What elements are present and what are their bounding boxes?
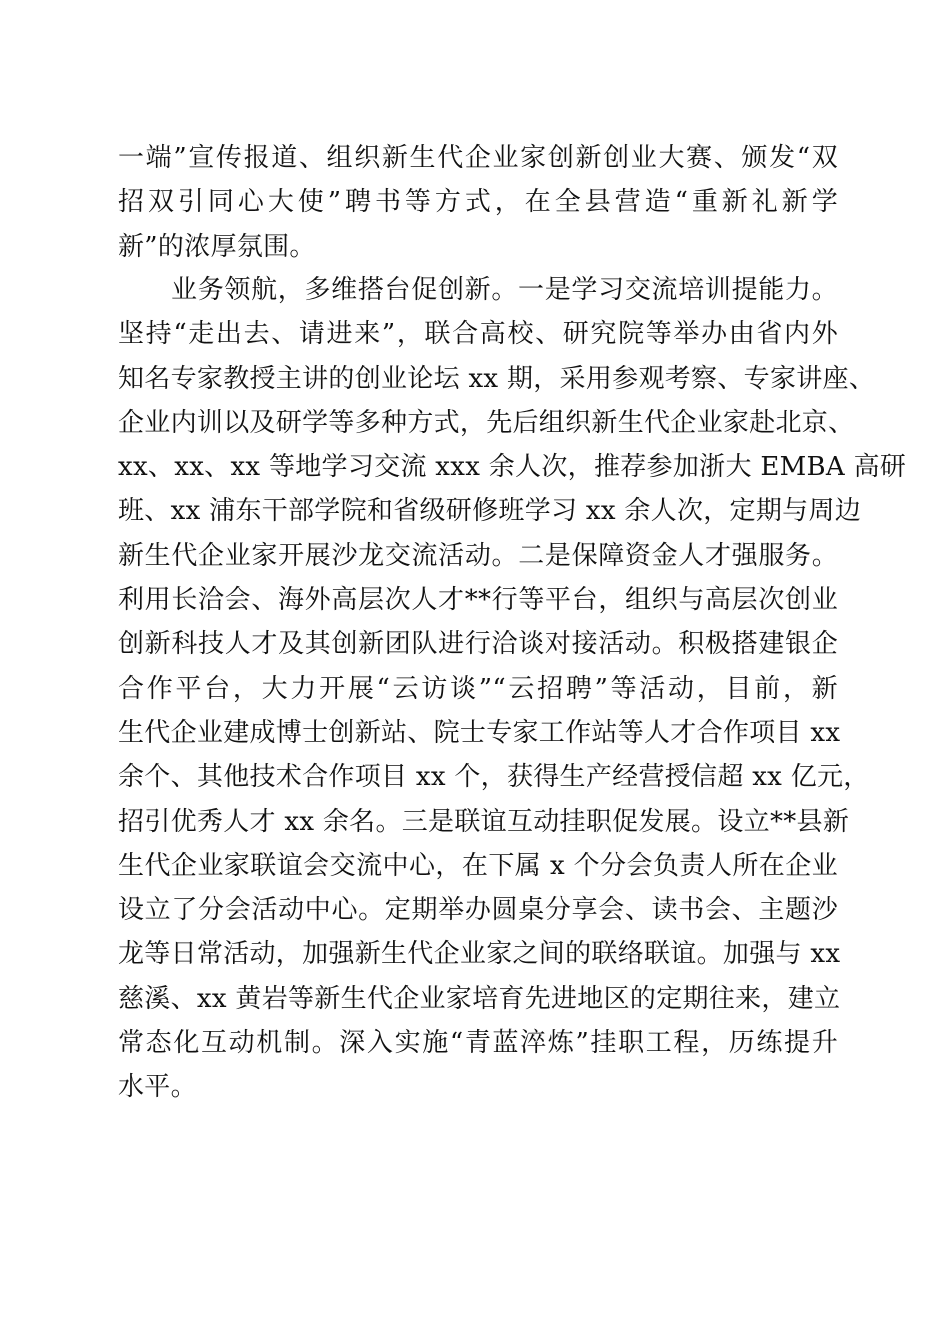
paragraph-line: 新”的浓厚氛围。 <box>118 231 316 262</box>
paragraph-line: 常态化互动机制。深入实施“青蓝淬炼”挂职工程，历练提升 <box>118 1028 838 1059</box>
paragraph-line: 一端”宣传报道、组织新生代企业家创新创业大赛、颁发“双 <box>118 143 838 173</box>
paragraph-line: 余个、其他技术合作项目 xx 个，获得生产经营授信超 xx 亿元， <box>118 762 870 793</box>
paragraph-line: 创新科技人才及其创新团队进行洽谈对接活动。积极搭建银企 <box>118 629 838 660</box>
paragraph-line: 设立了分会活动中心。定期举办圆桌分享会、读书会、主题沙 <box>118 895 838 926</box>
paragraph-line: 生代企业建成博士创新站、院士专家工作站等人才合作项目 xx <box>118 717 841 748</box>
paragraph-line: xx、xx、xx 等地学习交流 xxx 余人次，推荐参加浙大 EMBA 高研 <box>118 452 907 483</box>
paragraph-line: 龙等日常活动，加强新生代企业家之间的联络联谊。加强与 xx <box>118 939 841 970</box>
paragraph-line: 水平。 <box>118 1072 197 1103</box>
paragraph-line: 招双引同心大使”聘书等方式，在全县营造“重新礼新学 <box>118 187 838 218</box>
paragraph-line: 坚持“走出去、请进来”，联合高校、研究院等举办由省内外 <box>118 319 838 350</box>
paragraph-2 <box>118 268 907 1110</box>
paragraph-line: 班、xx 浦东干部学院和省级研修班学习 xx 余人次，定期与周边 <box>118 496 862 527</box>
paragraph-line: 利用长洽会、海外高层次人才**行等平台，组织与高层次创业 <box>118 585 838 616</box>
paragraph-line: 招引优秀人才 xx 余名。三是联谊互动挂职促发展。设立**县新 <box>118 806 850 837</box>
paragraph-line: 知名专家教授主讲的创业论坛 xx 期，采用参观考察、专家讲座、 <box>118 363 876 394</box>
paragraph-line: 生代企业家联谊会交流中心，在下属 x 个分会负责人所在企业 <box>118 850 838 881</box>
paragraph-1 <box>118 136 838 269</box>
paragraph-line: 业务领航，多维搭台促创新。一是学习交流培训提能力。 <box>171 275 838 305</box>
paragraph-line: 企业内训以及研学等多种方式，先后组织新生代企业家赴北京、 <box>118 407 855 438</box>
paragraph-line: 新生代企业家开展沙龙交流活动。二是保障资金人才强服务。 <box>118 540 838 571</box>
paragraph-line: 慈溪、xx 黄岩等新生代企业家培育先进地区的定期往来，建立 <box>118 983 841 1014</box>
paragraph-line: 合作平台，大力开展“云访谈”“云招聘”等活动，目前，新 <box>118 673 838 704</box>
